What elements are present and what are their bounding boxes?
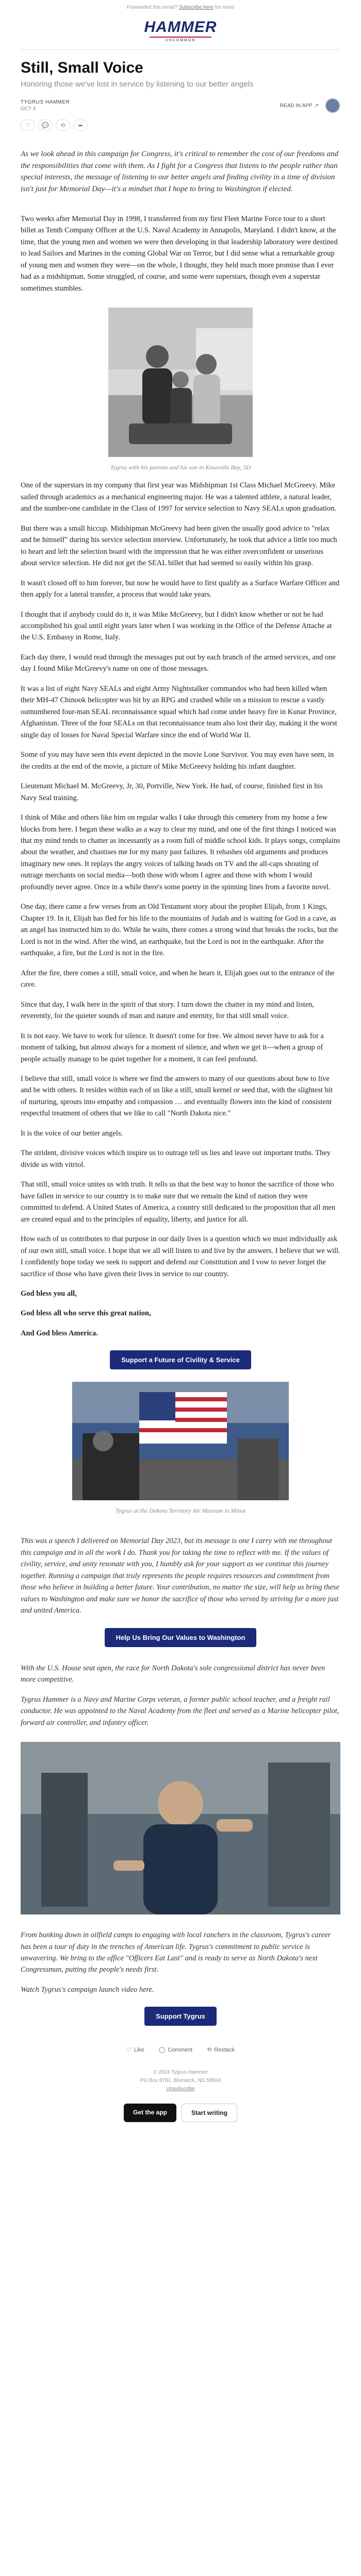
museum-photo-image[interactable] [72,1382,289,1500]
body-paragraph: One of the superstars in my company that first year was Midshipman 1st Class Michael McGreevy. Mike sailed through academics as a mechanical engineering major. He was a talented athlete, a natural leader, and the number-one candidate in the Class of 1997 for service selection to Navy SEALs upon graduation. [21,481,337,513]
body-paragraph: One day, there came a few verses from an Old Testament story about the prophet Elijah, from 1 Kings, Chapter 19. In it, Elijah has fled for his life to the mountains of Judah and is waiting for God in a cave, as an angel has instructed him to do. While he waits, there comes a strong wind that breaks the rocks, but the Lord is not in the wind. After the wind, an earthquake, but the Lord is not in the earthquake. After the earthquake, a fire, but the Lord is not in the fire. [21,903,338,958]
closing-line: God bless all who serve this great nation, [21,1309,151,1318]
external-link-icon: ↗ [314,103,319,109]
bio-paragraph: From bunking down in oilfield camps to engaging with local ranchers in the classroom, Tygrus's career has been a tour of duty in the trenches of American life. Tygrus's commitment to public service is unwavering. We bring to the office "Officers Eat Last" and is ready to serve as North Dakota's next Congressman, putting the people's needs first. [21,1931,331,1974]
closing-line: And God bless America. [21,1329,98,1337]
post-subtitle: Honoring those we've lost in service by listening to our better angels [21,80,254,89]
candidate-bio [21,1663,340,1728]
body-paragraph: How each of us contributes to that purpose in our daily lives is a question which we must individually ask of our own still, small voice. I hope that we all will listen to and live by the answers. I believe that we will. I confidently hope today we seek to support and defend our Constitution and I vow to never forget the sacrifice of those who have given their lives in service to our country. [21,1235,340,1278]
forwarded-suffix: for more [214,5,235,10]
address: PO Box 8782, Bismarck, ND 58504 [140,2078,221,2084]
body-paragraph: That still, small voice unites us with truth. It tells us that the best way to honor the sacrifice of those who have fallen in service to our country is to make sure that we remain the kind of nation they were committed to defend. A United States of America, a country still dedicated to the proposition that all men are created equal and to the principles of equality, liberty, and justice for all. [21,1180,336,1224]
logo-rule [150,37,211,38]
logo-word: HAMMER [144,19,217,36]
body-paragraph: After the fire, there comes a still, small voice, and when he hears it, Elijah goes out to the entrance of the cave. [21,969,335,989]
comment-icon: ◯ [159,2047,166,2054]
heart-icon: ♡ [126,2047,132,2054]
like-icon[interactable]: ♡ [21,120,35,131]
body-paragraph: But there was a small hiccup. Midshipman McGreevy had been given the usually good advice to "relax and be himself" during his service selection interview. Unfortunately, he took that advice a little too much to heart and left the selection board with the impression that he was either overconfident or unserious about service selection. He did not get the SEAL billet that had seemed so easily within his grasp. [21,524,337,568]
like-label: Like [134,2046,145,2053]
bio-paragraph: Tygrus Hammer is a Navy and Marine Corps veteran, a former public school teacher, and a freight rail conductor. He was appointed to the Naval Academy from the fleet and served as a Marine helicopter pilot, forward air controller, and infantry officer. [21,1695,339,1727]
closing-bio [21,1929,340,1995]
post-actions [21,120,340,131]
read-in-app-label: READ IN APP [280,103,313,109]
hammer-logo[interactable] [144,19,217,42]
subscribe-link[interactable]: Subscribe here [178,5,214,10]
body-paragraph: Lieutenant Michael M. McGreevy, Jr, 30, Portville, New York. He had, of course, finished first in his Navy Seal training. [21,782,323,802]
photo-caption: Tygrus with his parents and his son in Knoxville Bay, SD [110,464,251,471]
post-date: OCT 4 [21,106,36,112]
body-paragraph: It is the voice of our better angels. [21,1129,123,1138]
restack-icon: ⟲ [207,2047,212,2054]
get-app-button[interactable]: Get the app [124,2104,176,2122]
body-paragraph: I thought that if anybody could do it, it was Mike McGreevy, but I didn't know whether or not he had accomplished his goal until eight years later when I was working in the Office of the Defense Attache at the U.S. Embassy in Rome, Italy. [21,610,332,642]
read-in-app-button[interactable] [280,103,319,109]
footer-buttons [21,2104,340,2122]
social-bar [21,2046,340,2053]
restack-label: Restack [214,2046,235,2053]
avatar[interactable] [325,98,340,113]
family-photo-image[interactable] [108,308,253,457]
share-icon[interactable]: ➦ [73,120,88,131]
photo-family [108,308,253,471]
divider [21,49,340,50]
forwarded-bar [0,0,361,15]
bio-paragraph: With the U.S. House seat open, the race for North Dakota's sole congressional district has never been more competitive. [21,1664,325,1684]
body-paragraph: It is not easy. We have to work for silence. It doesn't come for free. We almost never have to ask for a moment of talking, but almost always for a moment of silence, and when we get it—when a group of people actually manage to be quiet together for a moment, it can feel profound. [21,1031,324,1063]
photo-museum [72,1382,289,1515]
body-paragraph: I believe that still, small voice is where we find the answers to many of our questions about how to live and be with others. It resides within each of us like a still, small kernel or seed that, with the slightest bit of nurturing, sprouts into empathy and compassion … and eventually flowers into the kind of consistent respectful treatment of others that we like to call "North Dakota nice." [21,1074,333,1118]
like-button[interactable] [126,2046,144,2053]
restack-icon[interactable]: ⟲ [56,120,70,131]
photo-caption: Tygrus at the Dakota Territory Air Museum in Minot [115,1507,246,1515]
body-paragraph: Each day there, I would read through the messages put out by each branch of the armed services, and one day I found Mike McGreevy's name on one of those messages. [21,653,336,673]
comment-label: Comment [168,2046,193,2053]
author-name[interactable]: TYGRUS HAMMER [21,99,70,105]
start-writing-button[interactable]: Start writing [182,2104,237,2122]
speaker-photo-image[interactable] [21,1742,340,1914]
logo-sub: UNCOMMON [165,39,196,42]
body-paragraph: The strident, divisive voices which inspire us to outrage tell us lies and leave out important truths. They divide us with vitriol. [21,1149,331,1169]
launch-video-line[interactable]: Watch Tygrus's campaign launch video here. [21,1985,154,1994]
body-paragraph: I think of Mike and others like him on regular walks I take through this cemetery from my home a few blocks from here. I began these walks as a way to clear my mind, and one of the first things I noticed was that my mind tends to chatter as incessantly as a room full of middle school kids. It plays songs, complains about the weather, and chastises me for my many past failures. It rehashes old arguments and produces imaginary new ones. It replays the angry voices of talking heads on TV and the all-caps shouting of outrage merchants on social media—both those with whom I agree and those with whom I would profoundly never agree. Once in a while there's some poetry in the spinning lines from a favorite novel. [21,814,340,891]
comment-icon[interactable]: 💬 [38,120,53,131]
intro-paragraph: As we look ahead in this campaign for Congress, it's critical to remember the cost of our freedoms and the responsibilities that come with them. As I fight for a Congress that listens to the people rather than special interests, the message of listening to our better angels and finding civility in a time of division isn't just for Memorial Day—it's a mindset that I hope to bring to Washington if elected. [21,150,339,193]
campaign-paragraph: This was a speech I delivered on Memorial Day 2023, but its message is one I carry with me throughout this campaign and in all the work I do. Thank you for taking the time to reflect with me. If the values of civility, service, and unity resonate with you, I humbly ask for your support as we continue this journey together. Running a campaign that truly represents the people requires resources and commitment from those who believe in building a better future. Your contribution, no matter the size, will help us bring these values to Washington and make sure we honor the sacrifice of those who served by striving for a more just and united America. [21,1537,339,1615]
bring-values-button[interactable]: Help Us Bring Our Values to Washington [105,1628,257,1647]
comment-button[interactable] [159,2046,192,2053]
post [21,59,340,2122]
support-tygrus-button[interactable]: Support Tygrus [144,2007,217,2026]
body-section-a [21,213,340,294]
campaign-note [21,1535,340,1616]
body-paragraph: Some of you may have seen this event depicted in the movie Lone Survivor. You may even have seen, in the credits at the end of the movie, a picture of Mike McGreevy holding his infant daughter. [21,751,334,771]
masthead [0,15,361,49]
copyright: © 2024 Tygrus Hammer [153,2070,208,2076]
civility-donate-button[interactable]: Support a Future of Civility & Service [110,1350,251,1369]
body-paragraph: Since that day, I walk here in the spirit of that story. I turn down the chatter in my mind and listen, reverently, for the quieter sounds of man and nature and eternity, for that still small voice. [21,1000,315,1021]
post-title[interactable]: Still, Small Voice [21,59,143,76]
body-section-b [21,480,340,1339]
footer [21,2069,340,2093]
body-paragraph: It was a list of eight Navy SEALs and eight Army Nightstalker commandos who had been killed when their MH-47 Chinook helicopter was hit by an RPG and crashed while on a mission to rescue a vastly outnumbered four-man SEAL reconnaissance squad which had come under heavy fire in Kunar Province, Afghanistan. Three of the four SEALs on that reconnaissance team also lost their day, making it the worst single day of losses for Naval Special Warfare since the end of World War II. [21,684,337,739]
unsubscribe-link[interactable]: Unsubscribe [166,2086,195,2092]
body-paragraph: It wasn't closed off to him forever, but now he would have to first qualify as a Surface Warfare Officer and then apply for a lateral transfer, a process that would take years. [21,579,340,599]
forwarded-text: Forwarded this email? [126,5,178,10]
byline [21,98,340,113]
restack-button[interactable] [207,2046,235,2053]
closing-line: God bless you all, [21,1290,77,1298]
body-paragraph: Two weeks after Memorial Day in 1998, I transferred from my first Fleet Marine Force tour to a short billet as Tenth Company Officer at the U.S. Naval Academy in Annapolis, Maryland. I didn't know, at the time, that the young men and women we were then developing in that leadership laboratory were destined to lead Sailors and Marines in the coming Global War on Terror, but I did sense what a remarkable group of young men and women they were—on the whole, I thought, they held much more promise than I ever had as a midshipman. Some struggled, of course, and some were superstars, though even a superstar sometimes stumbles. [21,215,338,293]
